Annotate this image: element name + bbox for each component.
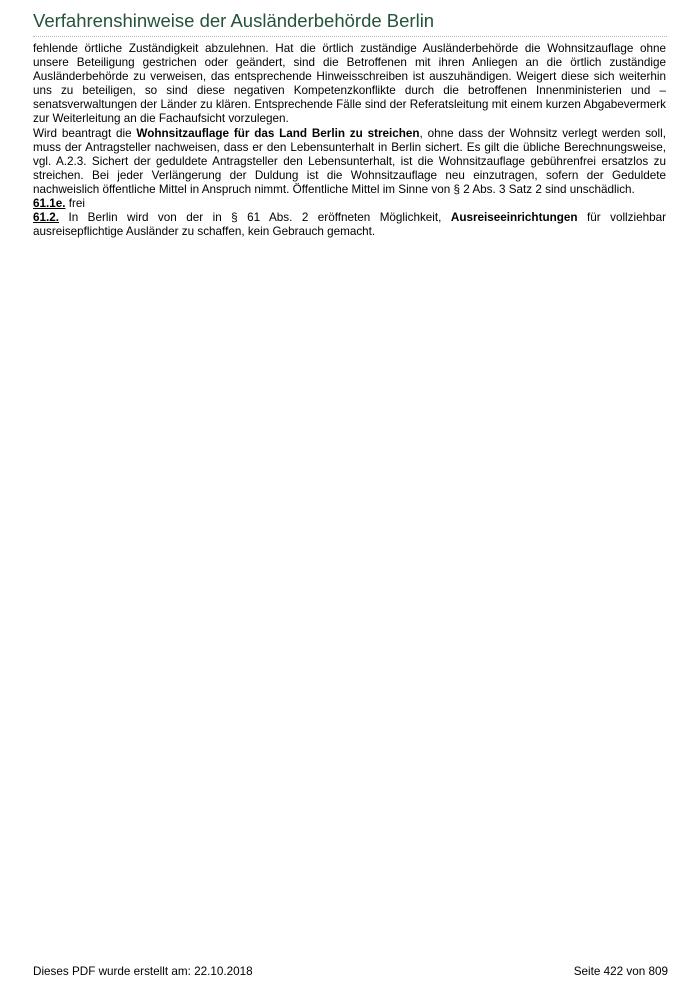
creation-date: Dieses PDF wurde erstellt am: 22.10.2018: [33, 965, 253, 978]
section-text: für vollziehbar ausreisepflichtige Ausländer zu schaffen, kein Gebrauch gemacht.: [33, 211, 666, 239]
document-title: Verfahrenshinweise der Ausländerbehörde Berlin: [33, 10, 435, 31]
section-number: 61.1e.: [33, 197, 66, 211]
paragraph-text: , ohne dass der Wohnsitz verlegt werden soll, muss der Antragsteller nachweisen, dass er den Lebensunterhalt in Berlin sichert. Es gilt die übliche Berechnungsweise, vgl. A.2.3. Sichert der geduldete Antragsteller den Lebensunterhalt, ist die Wohnsitzauflage gebührenfrei ersatzlos zu streichen. Bei jeder Verlängerung der Duldung ist die Wohnsitzauflage neu einzutragen, sofern der Geduldete nachweislich öffentliche Mittel in Anspruch nimmt. Öffentliche Mittel im Sinne von § 2 Abs. 3 Satz 2 sind unschädlich.: [33, 126, 666, 196]
bold-term-residence-requirement: Wohnsitzauflage für das Land Berlin zu streichen: [136, 126, 420, 140]
bold-term-departure-facilities: Ausreiseeinrichtungen: [450, 211, 578, 225]
paragraph-text: Wird beantragt die: [33, 126, 137, 140]
section-text: In Berlin wird von der in § 61 Abs. 2 eröffneten Möglichkeit,: [59, 211, 451, 225]
section-number: 61.2.: [33, 211, 59, 225]
page-header: [33, 10, 667, 37]
page-number: Seite 422 von 809: [573, 965, 668, 978]
section-61-1e: [33, 197, 666, 211]
section-61-2: [33, 211, 666, 239]
paragraph-residence-requirement: [33, 127, 666, 197]
document-body: [33, 42, 666, 239]
section-text: frei: [65, 197, 85, 211]
paragraph-competence-conflicts: fehlende örtliche Zuständigkeit abzulehnen. Hat die örtlich zuständige Ausländerbehörde die Wohnsitzauflage ohne unsere Beteiligung gestrichen oder geändert, sind die Betroffenen mit ihren Anliegen an die örtlich zuständige Ausländerbehörde zu verweisen, das entsprechende Hinweisschreiben ist auszuhändigen. Weigert diese sich weiterhin uns zu beteiligen, so sind diese negativen Kompetenzkonflikte durch die betroffenen Innenministerien und –senatsverwaltungen der Länder zu klären. Entsprechende Fälle sind der Referatsleitung mit einem kurzen Abgabevermerk zur Weiterleitung an die Fachaufsicht vorzulegen.: [33, 42, 666, 126]
page-footer: [33, 965, 668, 978]
